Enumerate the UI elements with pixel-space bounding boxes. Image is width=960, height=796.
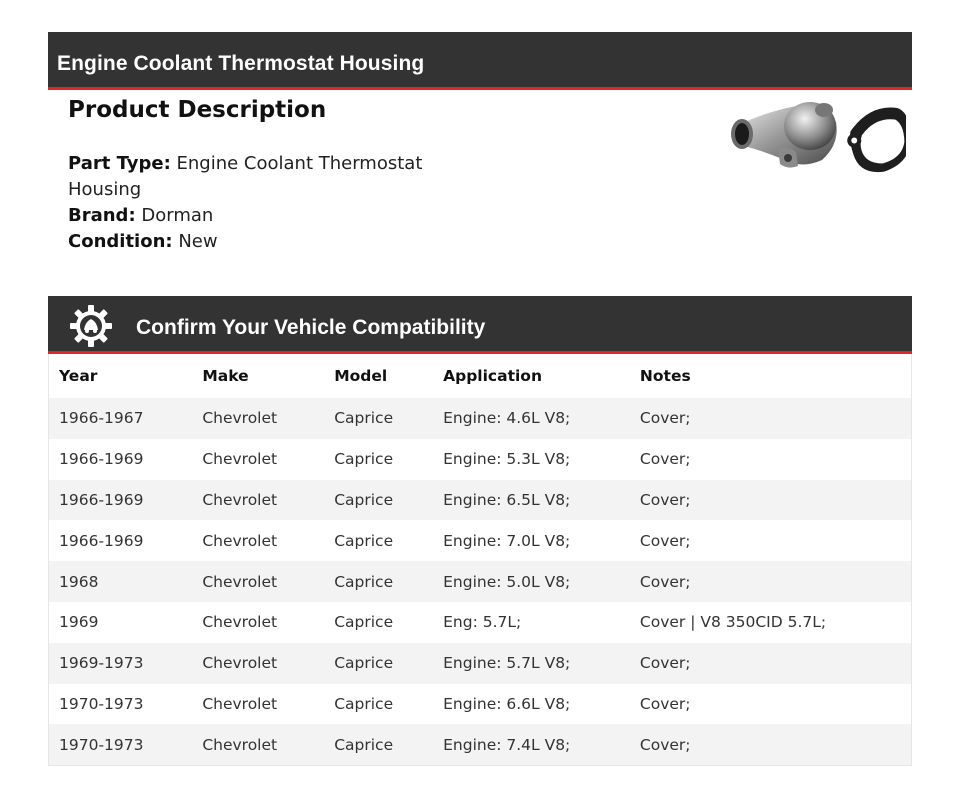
table-row [49,643,912,684]
part-type-label: Part Type: [68,153,171,174]
gear-car-icon [70,305,112,347]
cell-make: Chevrolet [202,694,278,713]
column-header-application: Application [443,367,542,385]
cell-model: Caprice [334,735,394,754]
cell-year: 1969 [59,613,99,632]
table-row [49,398,912,439]
cell-model: Caprice [334,572,394,591]
compatibility-title: Confirm Your Vehicle Compatibility [136,316,486,339]
cell-model: Caprice [334,531,394,550]
description-details [68,151,438,255]
cell-make: Chevrolet [202,490,278,509]
table-row [49,602,912,643]
table-row [49,561,912,602]
condition-value: New [178,231,218,252]
brand-value: Dorman [141,205,214,226]
cell-make: Chevrolet [202,735,278,754]
table-row [49,520,912,561]
cell-notes: Cover; [639,694,691,713]
cell-notes: Cover; [639,409,691,428]
cell-application: Engine: 5.3L V8; [443,450,571,469]
cell-year: 1969-1973 [59,654,144,673]
cell-model: Caprice [334,613,394,632]
cell-application: Engine: 5.7L V8; [443,654,571,673]
product-title-banner [48,32,912,90]
table-row [49,439,912,480]
cell-model: Caprice [334,450,394,469]
cell-model: Caprice [334,409,394,428]
cell-application: Engine: 6.5L V8; [443,490,571,509]
cell-application: Engine: 4.6L V8; [443,409,571,428]
cell-application: Eng: 5.7L; [443,613,522,632]
cell-year: 1966-1969 [59,531,144,550]
column-header-make: Make [202,367,249,385]
cell-make: Chevrolet [202,409,278,428]
cell-notes: Cover | V8 350CID 5.7L; [639,613,827,632]
cell-notes: Cover; [639,490,691,509]
cell-year: 1966-1969 [59,490,144,509]
cell-model: Caprice [334,694,394,713]
cell-model: Caprice [334,654,394,673]
compatibility-banner [48,296,912,354]
part-type-line [68,151,438,203]
brand-line [68,203,438,229]
cell-make: Chevrolet [202,450,278,469]
table-row [49,480,912,521]
cell-notes: Cover; [639,531,691,550]
cell-notes: Cover; [639,735,691,754]
cell-application: Engine: 7.0L V8; [443,531,571,550]
cell-year: 1966-1969 [59,450,144,469]
cell-year: 1970-1973 [59,735,144,754]
cell-year: 1966-1967 [59,409,144,428]
cell-make: Chevrolet [202,613,278,632]
condition-label: Condition: [68,231,173,252]
column-header-notes: Notes [639,367,691,385]
part-type-value: Engine Coolant Thermostat Housing [68,153,423,200]
cell-make: Chevrolet [202,531,278,550]
cell-model: Caprice [334,490,394,509]
compatibility-table [48,354,912,766]
product-title: Engine Coolant Thermostat Housing [57,52,425,75]
cell-year: 1970-1973 [59,694,144,713]
table-header-row [49,354,912,398]
cell-application: Engine: 6.6L V8; [443,694,571,713]
cell-year: 1968 [59,572,99,591]
cell-make: Chevrolet [202,572,278,591]
cell-application: Engine: 5.0L V8; [443,572,571,591]
cell-make: Chevrolet [202,654,278,673]
column-header-model: Model [334,367,388,385]
cell-application: Engine: 7.4L V8; [443,735,571,754]
table-row [49,684,912,725]
column-header-year: Year [59,367,98,385]
cell-notes: Cover; [639,450,691,469]
brand-label: Brand: [68,205,136,226]
cell-notes: Cover; [639,654,691,673]
description-heading: Product Description [68,97,327,123]
cell-notes: Cover; [639,572,691,591]
condition-line [68,229,438,255]
table-row [49,724,912,765]
product-image [726,96,906,200]
